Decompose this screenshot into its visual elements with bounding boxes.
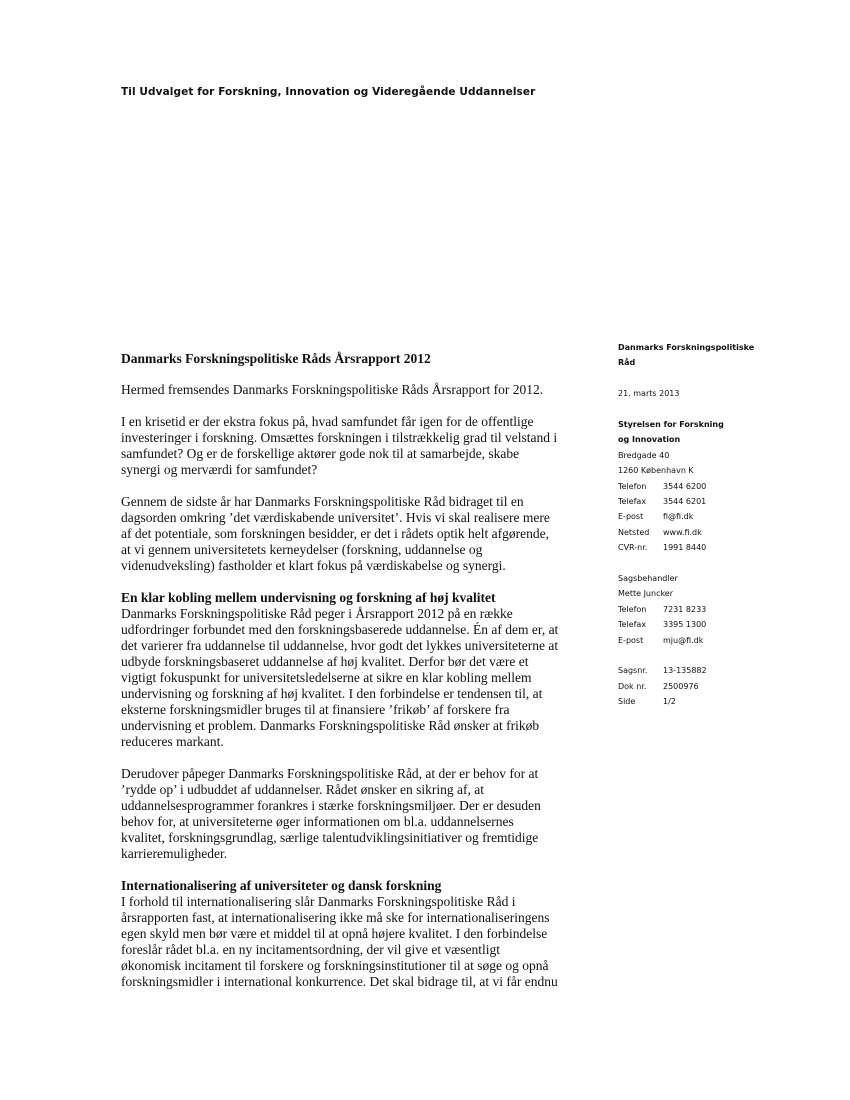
caseworker-name: Mette Juncker bbox=[618, 589, 674, 599]
letter-date: 21. marts 2013 bbox=[618, 389, 680, 399]
text-line: Gennem de sidste år har Danmarks Forskningspolitiske Råd bidraget til en bbox=[121, 494, 524, 509]
caseworker-contact-row bbox=[618, 617, 818, 632]
text-line: Danmarks Forskningspolitiske Råd peger i Årsrapport 2012 på en række bbox=[121, 606, 513, 621]
contact-label: CVR-nr. bbox=[618, 543, 648, 553]
contact-row bbox=[618, 494, 818, 509]
contact-label: E-post bbox=[618, 512, 644, 522]
text-line: dagsorden omkring ’det værdiskabende universitet’. Hvis vi skal realisere mere bbox=[121, 510, 550, 525]
reference-value: 13-135882 bbox=[663, 666, 707, 676]
text-line: uddannelsesprogrammer forankres i stærke forskningsmiljøer. Der er desuden bbox=[121, 798, 541, 813]
text-line: kvalitet, forskningsgrundlag, særlige talentudviklingsinitiativer og fremtidige bbox=[121, 830, 539, 845]
text-line: Hermed fremsendes Danmarks Forskningspolitiske Råds Årsrapport for 2012. bbox=[121, 382, 544, 397]
section-heading-internationalisation: Internationalisering af universiteter og dansk forskning bbox=[121, 878, 442, 893]
text-line: undervisning et problem. Danmarks Forskningspolitiske Råd ønsker at frikøb bbox=[121, 718, 540, 733]
contact-value: 3395 1300 bbox=[663, 620, 707, 630]
text-line: karrieremuligheder. bbox=[121, 846, 228, 861]
text-line: økonomisk incitament til forskere og forskningsinstitutioner til at søge og opnå bbox=[121, 958, 549, 973]
reference-row bbox=[618, 694, 818, 709]
text-line: at vi gennem universitetets kerneydelser (forskning, uddannelse og bbox=[121, 542, 483, 557]
text-line: I forhold til internationalisering slår Danmarks Forskningspolitiske Råd i bbox=[121, 894, 516, 909]
text-line: forskningsmidler i international konkurrence. Det skal bidrage til, at vi får endnu bbox=[121, 974, 558, 989]
contact-label: E-post bbox=[618, 635, 644, 645]
text-line: vigtigt fokuspunkt for universitetsledelserne at sikre en klar kobling mellem bbox=[121, 670, 532, 685]
text-line: egen skyld men bør være et middel til at opnå højere kvalitet. I den forbindelse bbox=[121, 926, 548, 941]
reference-label: Sagsnr. bbox=[618, 666, 648, 676]
letter-title: Danmarks Forskningspolitiske Råds Årsrapport 2012 bbox=[121, 351, 431, 366]
reference-value: 2500976 bbox=[663, 681, 699, 691]
caseworker-email-link[interactable]: mju@fi.dk bbox=[663, 635, 704, 645]
text-line: foreslår rådet bl.a. en ny incitamentsordning, der vil give et væsentligt bbox=[121, 942, 501, 957]
text-line: udbyde forskningsbaseret uddannelse af høj kvalitet. Derfor bør det være et bbox=[121, 654, 529, 669]
letter-body bbox=[121, 351, 591, 1006]
contact-row bbox=[618, 509, 818, 524]
recipient-line: Til Udvalget for Forskning, Innovation og Videregående Uddannelser bbox=[121, 86, 536, 98]
text-line: årsrapporten fast, at internationalisering ikke må ske for internationaliseringens bbox=[121, 910, 550, 925]
paragraph-3 bbox=[121, 494, 591, 574]
paragraph-2 bbox=[121, 414, 591, 478]
letterhead-sidebar bbox=[618, 340, 818, 710]
contact-label: Telefax bbox=[618, 620, 647, 630]
text-line: eksterne forskningsmidler bruges til at finansiere ’frikøb’ af forskere fra bbox=[121, 702, 510, 717]
contact-label: Telefon bbox=[618, 481, 647, 491]
text-line: I en krisetid er der ekstra fokus på, hvad samfundet får igen for de offentlige bbox=[121, 414, 534, 429]
text-line: det varierer fra uddannelse til uddannelse, hvor godt det lykkes universiteterne at bbox=[121, 638, 559, 653]
reference-label: Side bbox=[618, 697, 636, 707]
caseworker-label: Sagsbehandler bbox=[618, 574, 678, 584]
sender-name: Danmarks Forskningspolitiske bbox=[618, 343, 755, 352]
caseworker-contact-row bbox=[618, 633, 818, 648]
contact-value: 3544 6201 bbox=[663, 497, 707, 507]
reference-label: Dok nr. bbox=[618, 681, 647, 691]
contact-email-link[interactable]: fi@fi.dk bbox=[663, 512, 694, 522]
contact-label: Telefax bbox=[618, 497, 647, 507]
contact-row bbox=[618, 525, 818, 540]
text-line: af det potentiale, som forskningen besidder, er det i rådets optik helt afgørende, bbox=[121, 526, 549, 541]
paragraph-5 bbox=[121, 766, 591, 862]
contact-row bbox=[618, 540, 818, 555]
contact-label: Telefon bbox=[618, 604, 647, 614]
text-line: samfundet? Og er de forskellige aktører gode nok til at samarbejde, skabe bbox=[121, 446, 520, 461]
text-line: synergi og merværdi for samfundet? bbox=[121, 462, 318, 477]
paragraph-1 bbox=[121, 382, 591, 398]
reference-row bbox=[618, 663, 818, 678]
address-city: 1260 København K bbox=[618, 466, 694, 476]
agency-name: Styrelsen for Forskning bbox=[618, 420, 724, 429]
paragraph-6 bbox=[121, 878, 591, 990]
section-heading-teaching: En klar kobling mellem undervisning og forskning af høj kvalitet bbox=[121, 590, 496, 605]
reference-row bbox=[618, 679, 818, 694]
agency-name-cont: og Innovation bbox=[618, 435, 681, 445]
text-line: undervisning og forskning af høj kvalitet. I den forbindelse er tendensen til, at bbox=[121, 686, 543, 701]
text-line: videnudveksling) fastholder et klart fokus på værdiskabelse og synergi. bbox=[121, 558, 506, 573]
paragraph-4 bbox=[121, 590, 591, 750]
contact-website-link[interactable]: www.fi.dk bbox=[663, 527, 702, 537]
text-line: udfordringer forbundet med den forskningsbaserede uddannelse. Én af dem er, at bbox=[121, 622, 559, 637]
sender-name-cont: Råd bbox=[618, 358, 636, 368]
contact-value: 1991 8440 bbox=[663, 543, 707, 553]
text-line: Derudover påpeger Danmarks Forskningspolitiske Råd, at der er behov for at bbox=[121, 766, 539, 781]
page-number: 1/2 bbox=[663, 697, 676, 707]
contact-row bbox=[618, 479, 818, 494]
caseworker-contact-row bbox=[618, 602, 818, 617]
address-street: Bredgade 40 bbox=[618, 450, 670, 460]
text-line: investeringer i forskning. Omsættes forskningen i tilstrækkelig grad til velstand i bbox=[121, 430, 558, 445]
contact-value: 7231 8233 bbox=[663, 604, 707, 614]
text-line: ’rydde op’ i udbuddet af uddannelser. Rådet ønsker en sikring af, at bbox=[121, 782, 485, 797]
contact-label: Netsted bbox=[618, 527, 650, 537]
text-line: behov for, at universiteterne øger informationen om bl.a. uddannelsernes bbox=[121, 814, 514, 829]
text-line: reduceres markant. bbox=[121, 734, 224, 749]
contact-value: 3544 6200 bbox=[663, 481, 707, 491]
